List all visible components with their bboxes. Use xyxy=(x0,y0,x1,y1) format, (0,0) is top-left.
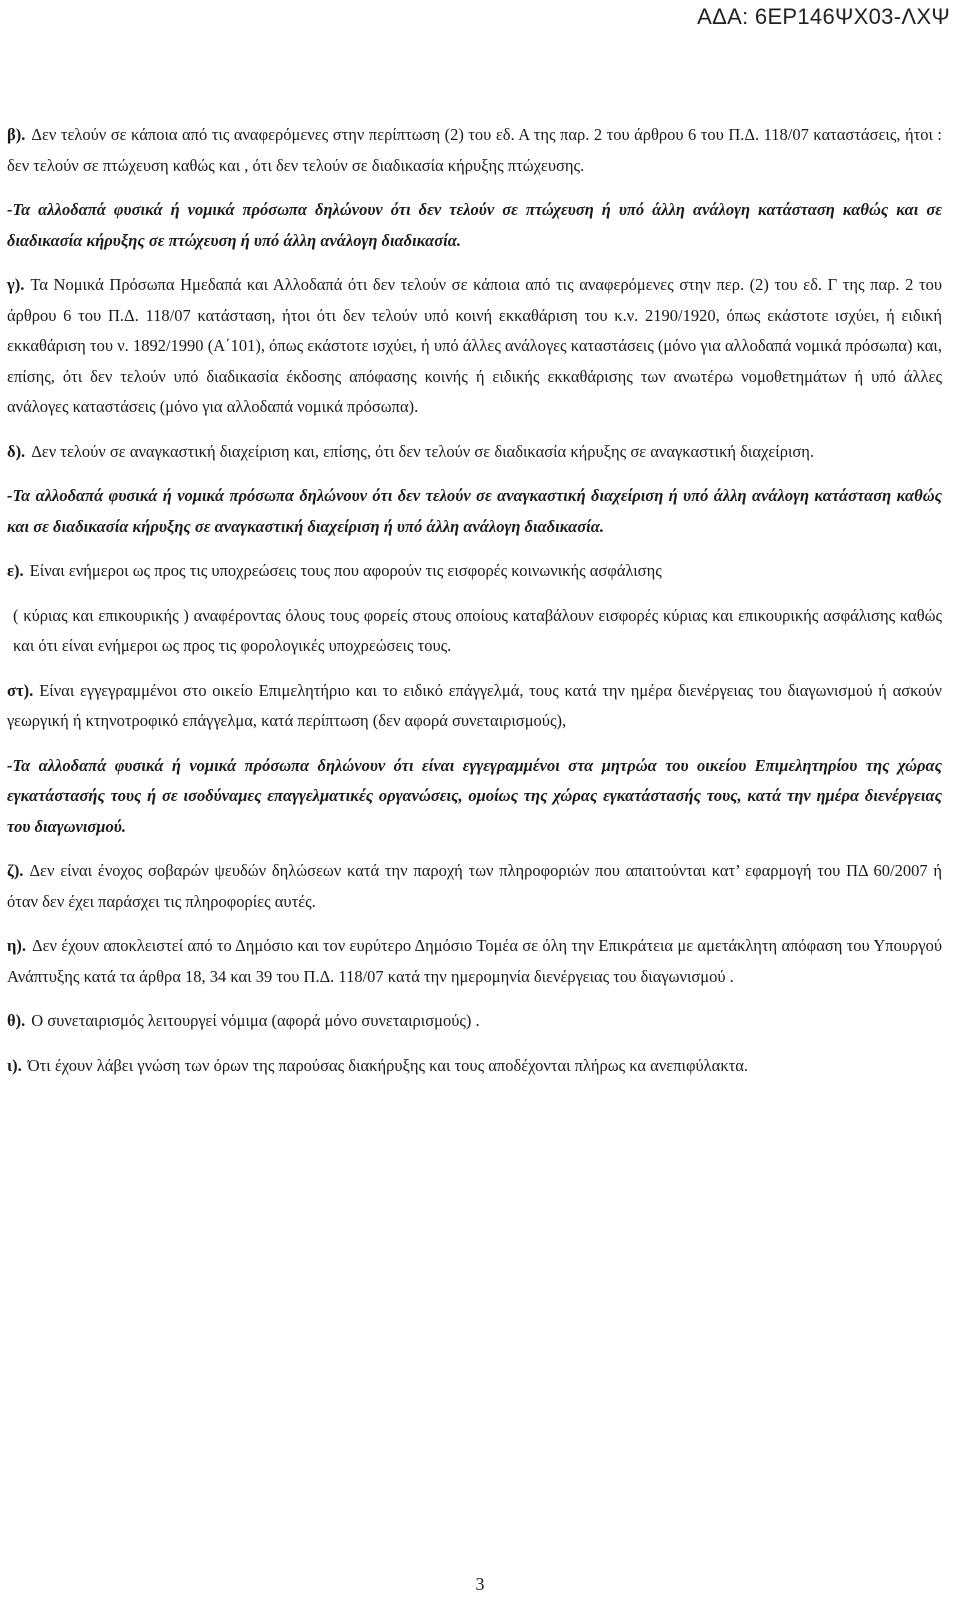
paragraph-e xyxy=(7,556,942,587)
paragraph-h xyxy=(7,931,942,992)
item-label: ζ). xyxy=(7,861,24,880)
item-label: ι). xyxy=(7,1055,22,1075)
paragraph-st xyxy=(7,676,942,737)
paragraph-i xyxy=(7,1051,942,1082)
item-text: Ο συνεταιρισμός λειτουργεί νόμιμα (αφορά μόνο συνεταιρισμούς) . xyxy=(31,1011,480,1030)
item-text: Δεν έχουν αποκλειστεί από το Δημόσιο και τον ευρύτερο Δημόσιο Τομέα σε όλη την Επικράτεια με αμετάκλητη απόφαση του Υπουργού Ανάπτυξης κατά τα άρθρα 18, 34 και 39 του Π.Δ. 118/07 κατά την ημερομηνία διενέργειας του διαγωνισμού . xyxy=(7,936,942,986)
item-text: Είναι εγγεγραμμένοι στο οικείο Επιμελητήριο και το ειδικό επάγγελμά, τους κατά την ημέρα διενέργειας του διαγωνισμού ή ασκούν γεωργική ή κτηνοτροφικό επάγγελμα, κατά περίπτωση (δεν αφορά συνεταιρισμούς), xyxy=(7,680,942,730)
document-body xyxy=(7,120,942,1095)
foreign-entities-note-3: -Τα αλλοδαπά φυσικά ή νομικά πρόσωπα δηλώνουν ότι είναι εγγεγραμμένοι στα μητρώα του οικείου Επιμελητηρίου της χώρας εγκατάστασής τους ή σε ισοδύναμες επαγγελματικές οργανώσεις, ομοίως της χώρας εγκατάστασής τους, κατά την ημέρα διενέργειας του διαγωνισμού. xyxy=(7,755,942,836)
ada-code: ΑΔΑ: 6ΕΡ146ΨΧ03-ΛΧΨ xyxy=(697,4,950,29)
item-text: Είναι ενήμεροι ως προς τις υποχρεώσεις τους που αφορούν τις εισφορές κοινωνικής ασφάλισης xyxy=(29,561,662,580)
paragraph-c xyxy=(7,270,942,423)
paragraph-th xyxy=(7,1006,942,1037)
item-label: η). xyxy=(7,936,26,955)
item-label: β). xyxy=(7,125,26,144)
item-text: Ότι έχουν λάβει γνώση των όρων της παρούσας διακήρυξης και τους αποδέχονται πλήρως κα ανεπιφύλακτα. xyxy=(27,1055,749,1075)
item-label: θ). xyxy=(7,1011,26,1030)
item-label: δ). xyxy=(7,441,26,461)
page-number: 3 xyxy=(475,1574,485,1594)
item-label: ε). xyxy=(7,561,24,580)
item-text: Δεν είναι ένοχος σοβαρών ψευδών δηλώσεων κατά την παροχή των πληροφοριών που απαιτούνται κατ’ εφαρμογή του ΠΔ 60/2007 ή όταν δεν έχει παράσχει τις πληροφορίες αυτές. xyxy=(7,861,942,911)
item-text: Δεν τελούν σε κάποια από τις αναφερόμενες στην περίπτωση (2) του εδ. Α της παρ. 2 του άρθρου 6 του Π.Δ. 118/07 καταστάσεις, ήτοι : δεν τελούν σε πτώχευση καθώς και , ότι δεν τελούν σε διαδικασία κήρυξης πτώχευσης. xyxy=(7,125,942,175)
foreign-entities-note-2: -Τα αλλοδαπά φυσικά ή νομικά πρόσωπα δηλώνουν ότι δεν τελούν σε αναγκαστική διαχείριση ή υπό άλλη ανάλογη κατάσταση καθώς και σε διαδικασία κήρυξης σε αναγκαστική διαχείριση ή υπό άλλη ανάλογη διαδικασία. xyxy=(7,486,942,536)
paragraph-d xyxy=(7,437,942,468)
paragraph-e-continued: ( κύριας και επικουρικής ) αναφέροντας όλους τους φορείς στους οποίους καταβάλουν εισφορές κύριας και επικουρικής ασφάλισης καθώς και ότι είναι ενήμεροι ως προς τις φορολογικές υποχρεώσεις τους. xyxy=(13,605,942,655)
item-label: στ). xyxy=(7,680,34,700)
item-label: γ). xyxy=(7,275,25,294)
paragraph-b xyxy=(7,120,942,181)
item-text: Δεν τελούν σε αναγκαστική διαχείριση και, επίσης, ότι δεν τελούν σε διαδικασία κήρυξης σε αναγκαστική διαχείριση. xyxy=(31,441,815,461)
paragraph-z xyxy=(7,856,942,917)
item-text: Τα Νομικά Πρόσωπα Ημεδαπά και Αλλοδαπά ότι δεν τελούν σε κάποια από τις αναφερόμενες στην περ. (2) του εδ. Γ της παρ. 2 του άρθρου 6 του Π.Δ. 118/07 κατάσταση, ήτοι ότι δεν τελούν υπό κοινή εκκαθάριση του κ.ν. 2190/1920, όπως εκάστοτε ισχύει, ή ειδική εκκαθάριση του ν. 1892/1990 (Α΄101), όπως εκάστοτε ισχύει, ή υπό άλλες ανάλογες καταστάσεις (μόνο για αλλοδαπά νομικά πρόσωπα) και, επίσης, ότι δεν τελούν υπό διαδικασία έκδοσης απόφασης κοινής ή ειδικής εκκαθάρισης των ανωτέρω νομοθετημάτων ή υπό άλλες ανάλογες καταστάσεις (μόνο για αλλοδαπά νομικά πρόσωπα). xyxy=(7,275,942,416)
foreign-entities-note-1: -Τα αλλοδαπά φυσικά ή νομικά πρόσωπα δηλώνουν ότι δεν τελούν σε πτώχευση ή υπό άλλη ανάλογη κατάσταση καθώς και σε διαδικασία κήρυξης σε πτώχευση ή υπό άλλη ανάλογη διαδικασία. xyxy=(7,200,942,250)
